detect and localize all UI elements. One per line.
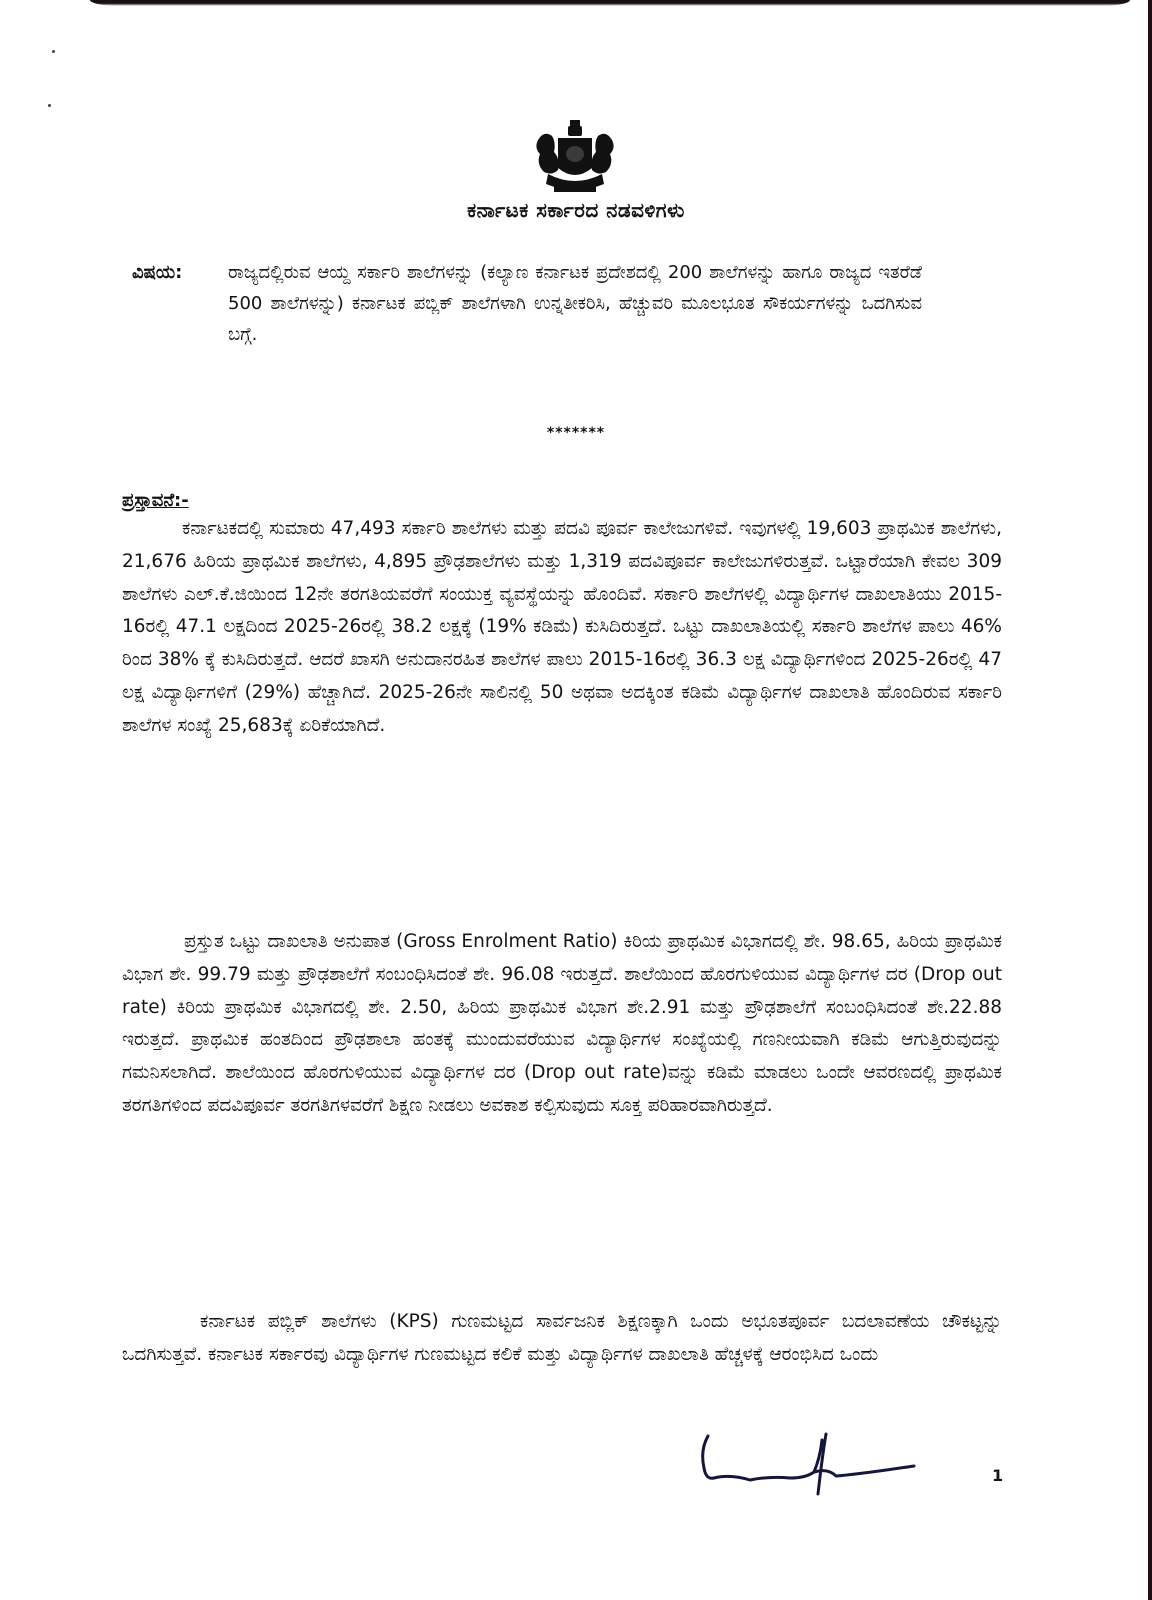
page-number: 1: [992, 1466, 1004, 1485]
document-title: ಕರ್ನಾಟಕ ಸರ್ಕಾರದ ನಡವಳಿಗಳು: [467, 198, 685, 222]
scan-right-edge: [1148, 0, 1152, 1600]
paragraph-text: ಪ್ರಸ್ತುತ ಒಟ್ಟು ದಾಖಲಾತಿ ಅನುಪಾತ (Gross Enrolment Ratio) ಕಿರಿಯ ಪ್ರಾಥಮಿಕ ವಿಭಾಗದಲ್ಲಿ ಶೇ. 98.65, ಹಿರಿಯ ಪ್ರಾಥಮಿಕ ವಿಭಾಗ ಶೇ. 99.79 ಮತ್ತು ಪ್ರೌಢಶಾಲೆಗೆ ಸಂಬಂಧಿಸಿದಂತೆ ಶೇ. 96.08 ಇರುತ್ತದೆ. ಶಾಲೆಯಿಂದ ಹೊರಗುಳಿಯುವ ವಿದ್ಯಾರ್ಥಿಗಳ ದರ (Drop out rate) ಕಿರಿಯ ಪ್ರಾಥಮಿಕ ವಿಭಾಗದಲ್ಲಿ ಶೇ. 2.50, ಹಿರಿಯ ಪ್ರಾಥಮಿಕ ವಿಭಾಗ ಶೇ.2.91 ಮತ್ತು ಪ್ರೌಢಶಾಲೆಗೆ ಸಂಬಂಧಿಸಿದಂತೆ ಶೇ.22.88 ಇರುತ್ತದೆ. ಪ್ರಾಥಮಿಕ ಹಂತದಿಂದ ಪ್ರೌಢಶಾಲಾ ಹಂತಕ್ಕೆ ಮುಂದುವರೆಯುವ ವಿದ್ಯಾರ್ಥಿಗಳ ಸಂಖ್ಯೆಯಲ್ಲಿ ಗಣನೀಯವಾಗಿ ಕಡಿಮೆ ಆಗುತ್ತಿರುವುದನ್ನು ಗಮನಿಸಲಾಗಿದೆ. ಶಾಲೆಯಿಂದ ಹೊರಗುಳಿಯುವ ವಿದ್ಯಾರ್ಥಿಗಳ ದರ (Drop out rate)ವನ್ನು ಕಡಿಮೆ ಮಾಡಲು ಒಂದೇ ಆವರಣದಲ್ಲಿ ಪ್ರಾಥಮಿಕ ತರಗತಿಗಳಿಂದ ಪದವಿಪೂರ್ವ ತರಗತಿಗಳವರೆಗೆ ಶಿಕ್ಷಣ ನೀಡಲು ಅವಕಾಶ ಕಲ್ಪಿಸುವುದು ಸೂಕ್ತ ಪರಿಹಾರವಾಗಿರುತ್ತದೆ.: [122, 931, 1002, 1116]
paragraph-text: ಕರ್ನಾಟಕದಲ್ಲಿ ಸುಮಾರು 47,493 ಸರ್ಕಾರಿ ಶಾಲೆಗಳು ಮತ್ತು ಪದವಿ ಪೂರ್ವ ಕಾಲೇಜುಗಳಿವೆ. ಇವುಗಳಲ್ಲಿ 19,603 ಪ್ರಾಥಮಿಕ ಶಾಲೆಗಳು, 21,676 ಹಿರಿಯ ಪ್ರಾಥಮಿಕ ಶಾಲೆಗಳು, 4,895 ಪ್ರೌಢಶಾಲೆಗಳು ಮತ್ತು 1,319 ಪದವಿಪೂರ್ವ ಕಾಲೇಜುಗಳಿರುತ್ತವೆ. ಒಟ್ಟಾರೆಯಾಗಿ ಕೇವಲ 309 ಶಾಲೆಗಳು ಎಲ್.ಕೆ.ಜಿಯಿಂದ 12ನೇ ತರಗತಿಯವರೆಗೆ ಸಂಯುಕ್ತ ವ್ಯವಸ್ಥೆಯನ್ನು ಹೊಂದಿವೆ. ಸರ್ಕಾರಿ ಶಾಲೆಗಳಲ್ಲಿ ವಿದ್ಯಾರ್ಥಿಗಳ ದಾಖಲಾತಿಯು 2015-16ರಲ್ಲಿ 47.1 ಲಕ್ಷದಿಂದ 2025-26ರಲ್ಲಿ 38.2 ಲಕ್ಷಕ್ಕೆ (19% ಕಡಿಮೆ) ಕುಸಿದಿರುತ್ತದೆ. ಒಟ್ಟು ದಾಖಲಾತಿಯಲ್ಲಿ ಸರ್ಕಾರಿ ಶಾಲೆಗಳ ಪಾಲು 46% ರಿಂದ 38% ಕ್ಕೆ ಕುಸಿದಿರುತ್ತದೆ. ಆದರೆ ಖಾಸಗಿ ಅನುದಾನರಹಿತ ಶಾಲೆಗಳ ಪಾಲು 2015-16ರಲ್ಲಿ 36.3 ಲಕ್ಷ ವಿದ್ಯಾರ್ಥಿಗಳಿಂದ 2025-26ರಲ್ಲಿ 47 ಲಕ್ಷ ವಿದ್ಯಾರ್ಥಿಗಳಿಗೆ (29%) ಹೆಚ್ಚಾಗಿದೆ. 2025-26ನೇ ಸಾಲಿನಲ್ಲಿ 50 ಅಥವಾ ಅದಕ್ಕಿಂತ ಕಡಿಮೆ ವಿದ್ಯಾರ್ಥಿಗಳ ದಾಖಲಾತಿ ಹೊಂದಿರುವ ಸರ್ಕಾರಿ ಶಾಲೆಗಳ ಸಂಖ್ಯೆ 25,683ಕ್ಕೆ ಏರಿಕೆಯಾಗಿದೆ.: [122, 518, 1002, 736]
scan-speck: [48, 104, 51, 107]
scan-speck: [52, 50, 55, 53]
karnataka-state-emblem-icon: [530, 118, 620, 196]
scan-top-shadow: [90, 0, 1130, 6]
subject-label: ವಿಷಯ:: [132, 262, 183, 283]
paragraph-text: ಕರ್ನಾಟಕ ಪಬ್ಲಿಕ್ ಶಾಲೆಗಳು (KPS) ಗುಣಮಟ್ಟದ ಸಾರ್ವಜನಿಕ ಶಿಕ್ಷಣಕ್ಕಾಗಿ ಒಂದು ಅಭೂತಪೂರ್ವ ಬದಲಾವಣೆಯ ಚೌಕಟ್ಟನ್ನು ಒದಗಿಸುತ್ತವೆ. ಕರ್ನಾಟಕ ಸರ್ಕಾರವು ವಿದ್ಯಾರ್ಥಿಗಳ ಗುಣಮಟ್ಟದ ಕಲಿಕೆ ಮತ್ತು ವಿದ್ಯಾರ್ಥಿಗಳ ದಾಖಲಾತಿ ಹೆಚ್ಚಳಕ್ಕೆ ಆರಂಭಿಸಿದ ಒಂದು: [122, 1311, 1002, 1365]
introduction-heading: ಪ್ರಸ್ತಾವನೆ:-: [122, 490, 189, 511]
subject-section: [132, 257, 922, 350]
paragraph-enrolment-statistics: [122, 513, 1002, 743]
subject-text: ರಾಜ್ಯದಲ್ಲಿರುವ ಆಯ್ದ ಸರ್ಕಾರಿ ಶಾಲೆಗಳನ್ನು (ಕಲ್ಯಾಣ ಕರ್ನಾಟಕ ಪ್ರದೇಶದಲ್ಲಿ 200 ಶಾಲೆಗಳನ್ನು ಹಾಗೂ ರಾಜ್ಯದ ಇತರೆಡೆ 500 ಶಾಲೆಗಳನ್ನು) ಕರ್ನಾಟಕ ಪಬ್ಲಿಕ್ ಶಾಲೆಗಳಾಗಿ ಉನ್ನತೀಕರಿಸಿ, ಹೆಚ್ಚುವರಿ ಮೂಲಭೂತ ಸೌಕರ್ಯಗಳನ್ನು ಒದಗಿಸುವ ಬಗ್ಗೆ.: [228, 262, 922, 345]
paragraph-ger-dropout: [122, 926, 1002, 1123]
handwritten-signature-icon: [690, 1428, 930, 1508]
separator-stars: *******: [546, 425, 606, 441]
paragraph-kps-intro: [122, 1306, 1002, 1372]
